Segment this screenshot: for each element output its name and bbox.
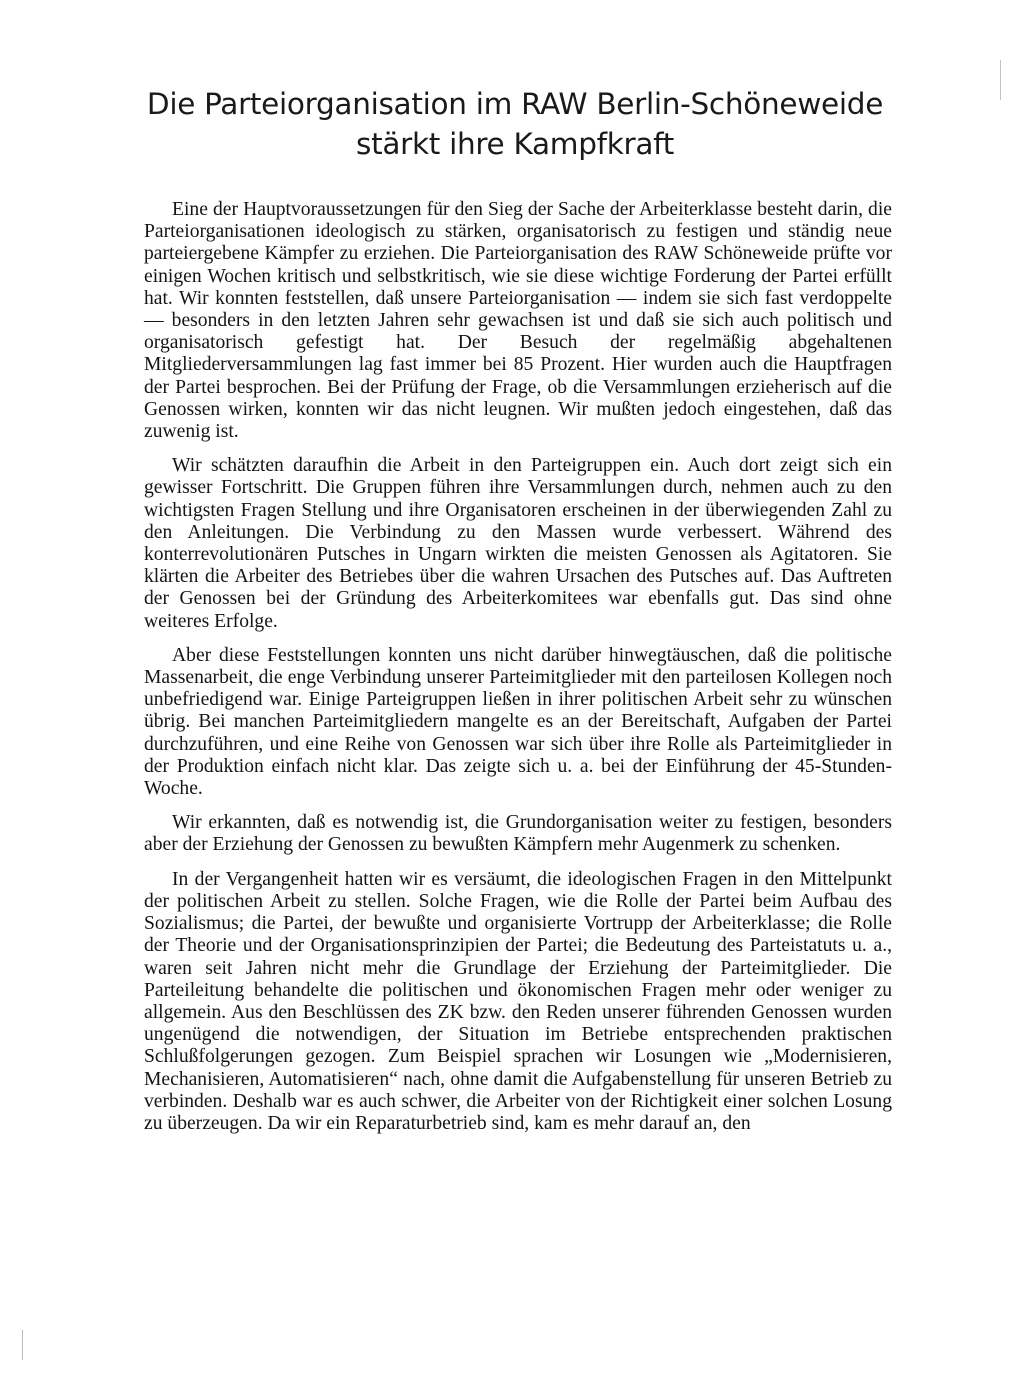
title-line-1: Die Parteiorganisation im RAW Berlin-Schöneweide [146, 87, 884, 121]
article-body [144, 199, 892, 1135]
paragraph-1: Eine der Hauptvoraussetzungen für den Sieg der Sache der Arbeiterklasse besteht darin, die Parteiorganisationen ideologisch zu stärken, organisatorisch zu festigen und ständig neue parteiergebene Kämpfer zu erziehen. Die Parteiorganisation des RAW Schöneweide prüfte vor einigen Wochen kritisch und selbstkritisch, wie sie diese wichtige Forderung der Partei erfüllt hat. Wir konnten feststellen, daß unsere Parteiorganisation — indem sie sich fast verdoppelte — besonders in den letzten Jahren sehr gewachsen ist und daß sie sich auch politisch und organisatorisch gefestigt hat. Der Besuch der regelmäßig abgehaltenen Mitgliederversammlungen lag fast immer bei 85 Prozent. Hier wurden auch die Hauptfragen der Partei besprochen. Bei der Prüfung der Frage, ob die Versammlungen erzieherisch auf die Genossen wirken, konnten wir das nicht leugnen. Wir mußten jedoch eingestehen, daß das zuwenig ist. [144, 199, 892, 443]
paragraph-4: Wir erkannten, daß es notwendig ist, die Grundorganisation weiter zu festigen, besonders aber der Erziehung der Genossen zu bewußten Kämpfern mehr Augenmerk zu schenken. [144, 812, 892, 856]
paragraph-3: Aber diese Feststellungen konnten uns nicht darüber hinwegtäuschen, daß die politische Massenarbeit, die enge Verbindung unserer Parteimitglieder mit den parteilosen Kollegen noch unbefriedigend war. Einige Parteigruppen ließen in ihrer politischen Arbeit sehr zu wünschen übrig. Bei manchen Parteimitgliedern mangelte es an der Bereitschaft, Aufgaben der Partei durchzuführen, und eine Reihe von Genossen war sich über ihre Rolle als Parteimitglieder in der Produktion einfach nicht klar. Das zeigte sich u. a. bei der Einführung der 45-Stunden-Woche. [144, 644, 892, 800]
paragraph-5: In der Vergangenheit hatten wir es versäumt, die ideologischen Fragen in den Mittelpunkt der politischen Arbeit zu stellen. Solche Fragen, wie die Rolle der Partei beim Aufbau des Sozialismus; die Partei, der bewußte und organisierte Vortrupp der Arbeiterklasse; die Rolle der Theorie und der Organisationsprinzipien der Partei; die Bedeutung des Parteistatuts u. a., waren seit Jahren nicht mehr die Grundlage der Erziehung der Parteimitglieder. Die Parteileitung behandelte die politischen und ökonomischen Fragen mehr oder weniger zu allgemein. Aus den Beschlüssen des ZK bzw. den Reden unserer führenden Genossen wurden ungenügend die notwendigen, der Situation im Betriebe entsprechenden praktischen Schlußfolgerungen gezogen. Zum Beispiel sprachen wir Losungen wie „Modernisieren, Mechanisieren, Automatisieren“ nach, ohne damit die Aufgabenstellung für unseren Betrieb zu verbinden. Deshalb war es auch schwer, die Arbeiter von der Richtigkeit einer solchen Losung zu überzeugen. Da wir ein Reparaturbetrieb sind, kam es mehr darauf an, den [144, 868, 892, 1134]
scan-mark-right [1000, 60, 1001, 100]
paragraph-2: Wir schätzten daraufhin die Arbeit in den Parteigruppen ein. Auch dort zeigt sich ein gewisser Fortschritt. Die Gruppen führen ihre Versammlungen durch, nehmen auch zu den wichtigsten Fragen Stellung und ihre Organisatoren erscheinen in der überwiegenden Zahl zu den Anleitungen. Die Verbindung zu den Massen wurde verbessert. Während des konterrevolutionären Putsches in Ungarn wirkten die meisten Genossen als Agitatoren. Sie klärten die Arbeiter des Betriebes über die wahren Ursachen des Putsches auf. Das Auftreten der Genossen bei der Gründung des Arbeiterkomitees war ebenfalls gut. Das sind ohne weiteres Erfolge. [144, 455, 892, 632]
title-line-2: stärkt ihre Kampfkraft [356, 127, 674, 161]
scan-mark-bottom-left [22, 1330, 23, 1360]
article-title [100, 84, 930, 164]
